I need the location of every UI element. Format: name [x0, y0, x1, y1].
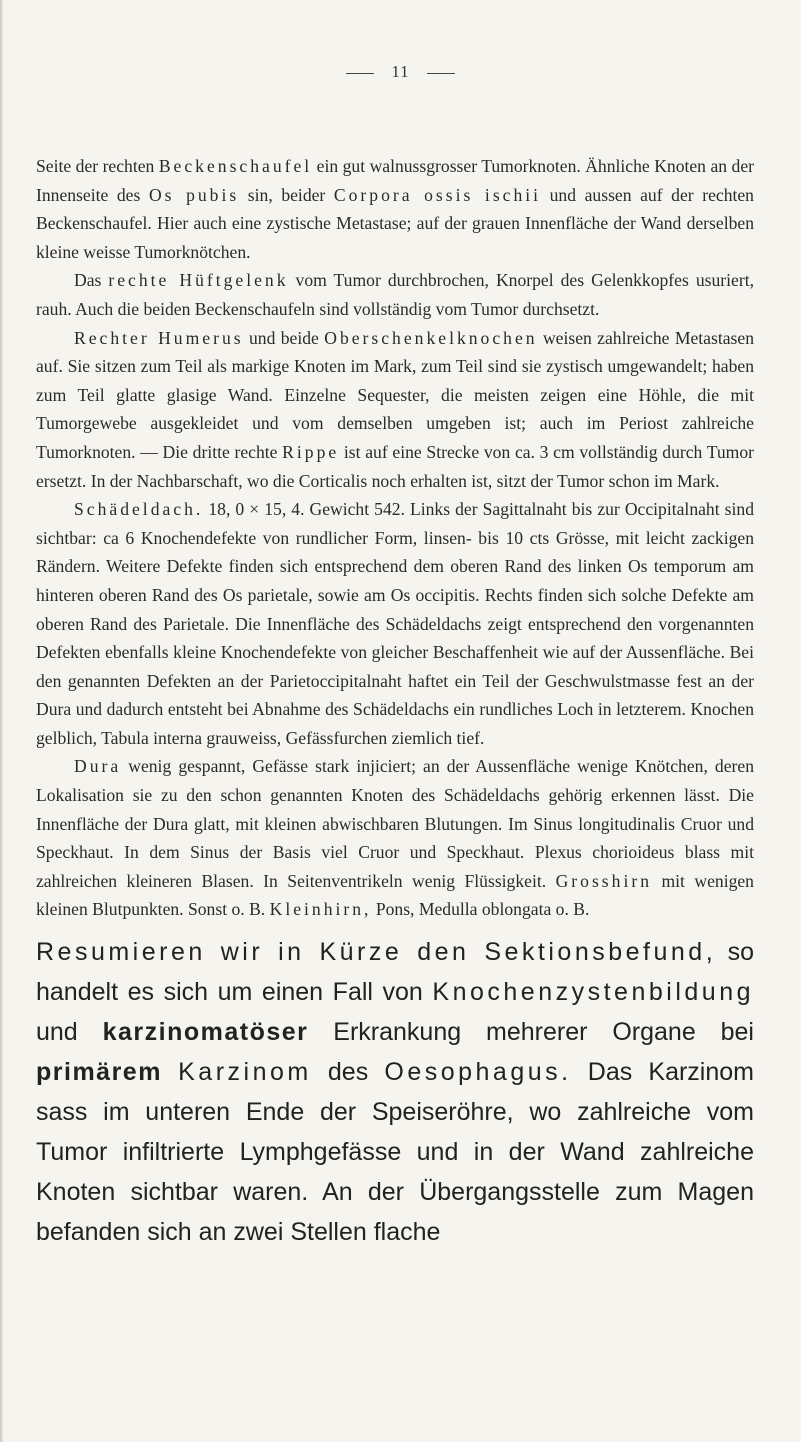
emphasized-term: Oesophagus. — [384, 1058, 572, 1087]
text-run: Das — [74, 270, 109, 291]
text-run: Erkrankung mehrerer Organe bei — [308, 1018, 754, 1047]
emphasized-term: karzinomatöser — [102, 1018, 309, 1047]
text-run: und beide — [243, 327, 325, 348]
text-run: weisen zahlreiche Metastasen auf. Sie sitzen zum Teil als markige Knoten im Mark, zum Teil sind sie zystisch umgewandelt; haben zum Teil glatte glasige Wand. Einzelne Sequester, die meisten zeigen eine Höhle, die mit Tumorgewebe ausgekleidet und vom demselben umgeben ist; auch im Periost zahlreiche Tumorknoten. — Die dritte rechte — [36, 327, 754, 462]
page-header — [0, 62, 801, 82]
page-number: 11 — [391, 62, 410, 81]
emphasized-term: Dura — [74, 756, 122, 777]
text-run: ein gut walnussgrosser Tumorknoten. Ähnliche Knoten an der Innenseite des — [36, 156, 754, 205]
paragraph-hip-joint — [36, 266, 754, 323]
emphasized-term: Kleinhirn, — [269, 899, 372, 920]
paragraph-humerus — [36, 324, 754, 496]
header-dash-right — [427, 73, 455, 74]
text-run: vom Tumor durchbrochen, Knorpel des Gelenkkopfes usuriert, rauh. Auch die beiden Beckenschaufeln sind vollständig vom Tumor durchsetzt. — [36, 270, 754, 319]
emphasized-term: rechte Hüftgelenk — [108, 270, 289, 291]
text-run: ist auf eine Strecke von ca. 3 cm vollständig durch Tumor ersetzt. In der Nachbarschaft, wo die Corticalis noch erhalten ist, sitzt der Tumor schon im Mark. — [36, 441, 754, 491]
text-run: so handelt es sich um einen Fall von — [36, 938, 754, 1007]
emphasized-term: Rechter Humerus — [74, 327, 244, 348]
paragraph-pelvis — [36, 152, 754, 266]
page-edge — [0, 0, 3, 1442]
emphasized-term: Schädeldach. — [74, 499, 204, 520]
paragraph-summary — [36, 932, 754, 1252]
paragraph-dura — [36, 752, 754, 924]
emphasized-term: Grosshirn — [555, 870, 652, 891]
text-run: und — [36, 1018, 103, 1047]
body-text — [36, 152, 754, 1252]
text-run: Pons, Medulla oblongata o. B. — [371, 899, 590, 920]
emphasized-term: primärem — [36, 1058, 162, 1087]
text-run: Das Karzinom sass im unteren Ende der Speiseröhre, wo zahlreiche vom Tumor infiltrierte Lymphgefässe und in der Wand zahlreiche Knoten sichtbar waren. An der Übergangsstelle zum Magen befanden sich an zwei Stellen flache — [36, 1058, 754, 1247]
text-run: wenig gespannt, Gefässe stark injiciert; an der Aussenfläche wenige Knötchen, deren Lokalisation sie zu den schon genannten Knoten des Schädeldachs gehörig erkennen lässt. Die Innenfläche der Dura glatt, mit kleinen abwischbaren Blutungen. Im Sinus longitudinalis Cruor und Speckhaut. In dem Sinus der Basis viel Cruor und Speckhaut. Plexus chorioideus blass mit zahlreichen kleineren Blasen. In Seitenventrikeln wenig Flüssigkeit. — [36, 756, 754, 891]
text-run: und aussen auf der rechten Beckenschaufel. Hier auch eine zystische Metastase; auf der grauen Innenfläche der Wand derselben kleine weisse Tumorknötchen. — [36, 184, 754, 262]
emphasized-term: Karzinom — [178, 1058, 312, 1087]
emphasized-term: Knochenzystenbildung — [432, 978, 754, 1007]
emphasized-term: Rippe — [282, 441, 340, 462]
text-run: des — [311, 1058, 385, 1087]
text-run — [162, 1058, 178, 1086]
header-dash-left — [346, 73, 374, 74]
text-run: 18, 0 × 15, 4. Gewicht 542. Links der Sagittalnaht bis zur Occipitalnaht sind sichtbar: ca 6 Knochendefekte von rundlicher Form, linsen- bis 10 cts Grösse, mit leicht zackigen Rändern. Weitere Defekte finden sich entsprechend dem oberen Rand des linken Os temporum am hinteren oberen Rand des Os parietale, sowie am Os occipitis. Rechts finden sich solche Defekte am oberen Rand des Parietale. Die Innenfläche des Schädeldachs zeigt entsprechend den vorgenannten Defekten ebenfalls kleine Knochendefekte von gleicher Beschaffenheit wie auf der Aussenfläche. Bei den genannten Defekten an der Parietoccipitalnaht haftet ein Teil der Geschwulstmasse fest an der Dura und dadurch entsteht bei Abnahme des Schädeldachs ein rundliches Loch in letzterem. Knochen gelblich, Tabula interna grauweiss, Gefässfurchen ziemlich tief. — [36, 499, 754, 748]
emphasized-term: Resumieren wir in Kürze den Sektionsbefund, — [36, 938, 717, 967]
text-run: Seite der rechten — [36, 156, 159, 176]
text-run: sin, beider — [239, 184, 334, 205]
summary-block — [36, 932, 754, 1252]
emphasized-term: Oberschenkelknochen — [324, 327, 538, 348]
paragraph-skull-cap — [36, 495, 754, 752]
emphasized-term: Corpora ossis ischii — [333, 184, 542, 205]
emphasized-term: Os pubis — [148, 184, 240, 205]
text-run: mit wenigen kleinen Blutpunkten. Sonst o. B. — [36, 870, 754, 920]
emphasized-term: Beckenschaufel — [158, 156, 313, 176]
